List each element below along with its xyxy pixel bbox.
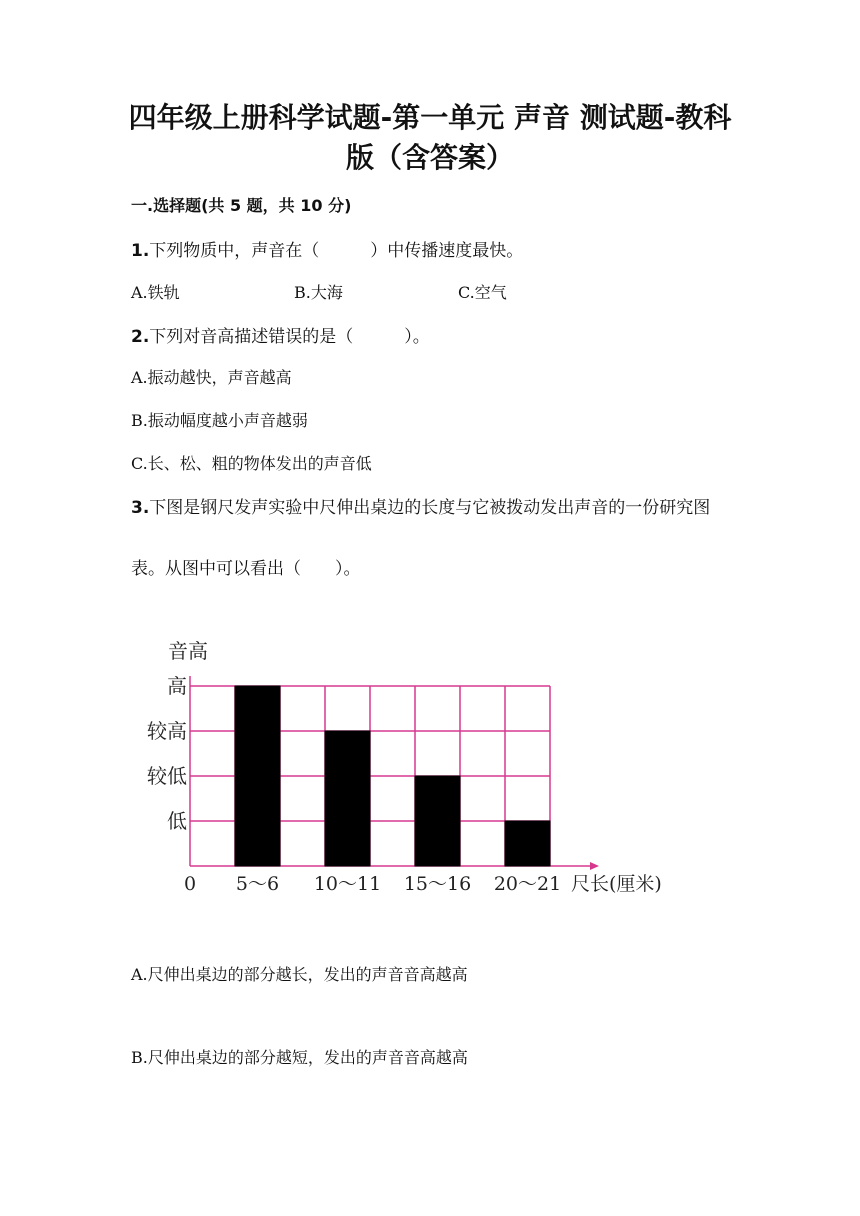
title-line-2: 版（含答案） <box>345 141 514 174</box>
question-2-number: 2. <box>131 327 150 347</box>
title-line-1: 四年级上册科学试题-第一单元 声音 测试题-教科 <box>128 101 732 134</box>
y-tick-label: 较高 <box>147 719 187 743</box>
q1-option-b[interactable]: B.大海 <box>294 283 343 302</box>
y-tick-label: 较低 <box>147 764 187 788</box>
origin-label: 0 <box>183 873 197 895</box>
bar-4 <box>505 821 550 866</box>
question-1-text: 下列物质中，声音在（ ）中传播速度最快。 <box>149 241 524 261</box>
y-axis-title: 音高 <box>168 639 208 663</box>
q2-option-a[interactable]: A.振动越快，声音越高 <box>131 368 292 387</box>
y-tick-label: 低 <box>167 809 187 833</box>
question-3-text-line-2: 表。从图中可以看出（ ）。 <box>131 559 361 579</box>
q3-option-a[interactable]: A.尺伸出桌边的部分越长，发出的声音音高越高 <box>131 965 468 984</box>
y-tick-label: 高 <box>167 674 187 698</box>
question-3-number: 3. <box>131 498 150 518</box>
bar-3 <box>415 776 460 866</box>
section-heading: 一.选择题(共 5 题，共 10 分) <box>131 196 352 215</box>
bar-2 <box>325 731 370 866</box>
q1-option-c[interactable]: C.空气 <box>458 283 507 302</box>
x-tick-label: 5～6 <box>235 873 280 895</box>
x-axis-title: 尺长(厘米) <box>571 873 662 895</box>
q2-option-c[interactable]: C.长、松、粗的物体发出的声音低 <box>131 454 372 473</box>
q2-option-b[interactable]: B.振动幅度越小声音越弱 <box>131 411 308 430</box>
question-2-text: 下列对音高描述错误的是（ ）。 <box>149 327 430 347</box>
x-tick-label: 10～11 <box>313 873 382 895</box>
q3-option-b[interactable]: B.尺伸出桌边的部分越短，发出的声音音高越高 <box>131 1048 468 1067</box>
x-tick-label: 20～21 <box>493 873 562 895</box>
q1-option-a[interactable]: A.铁轨 <box>131 283 180 302</box>
bar-1 <box>235 686 280 866</box>
x-axis-arrow <box>590 862 599 870</box>
question-3-text-line-1: 下图是钢尺发声实验中尺伸出桌边的长度与它被拨动发出声音的一份研究图 <box>149 498 711 518</box>
x-tick-label: 15～16 <box>403 873 472 895</box>
question-1-number: 1. <box>131 241 150 261</box>
